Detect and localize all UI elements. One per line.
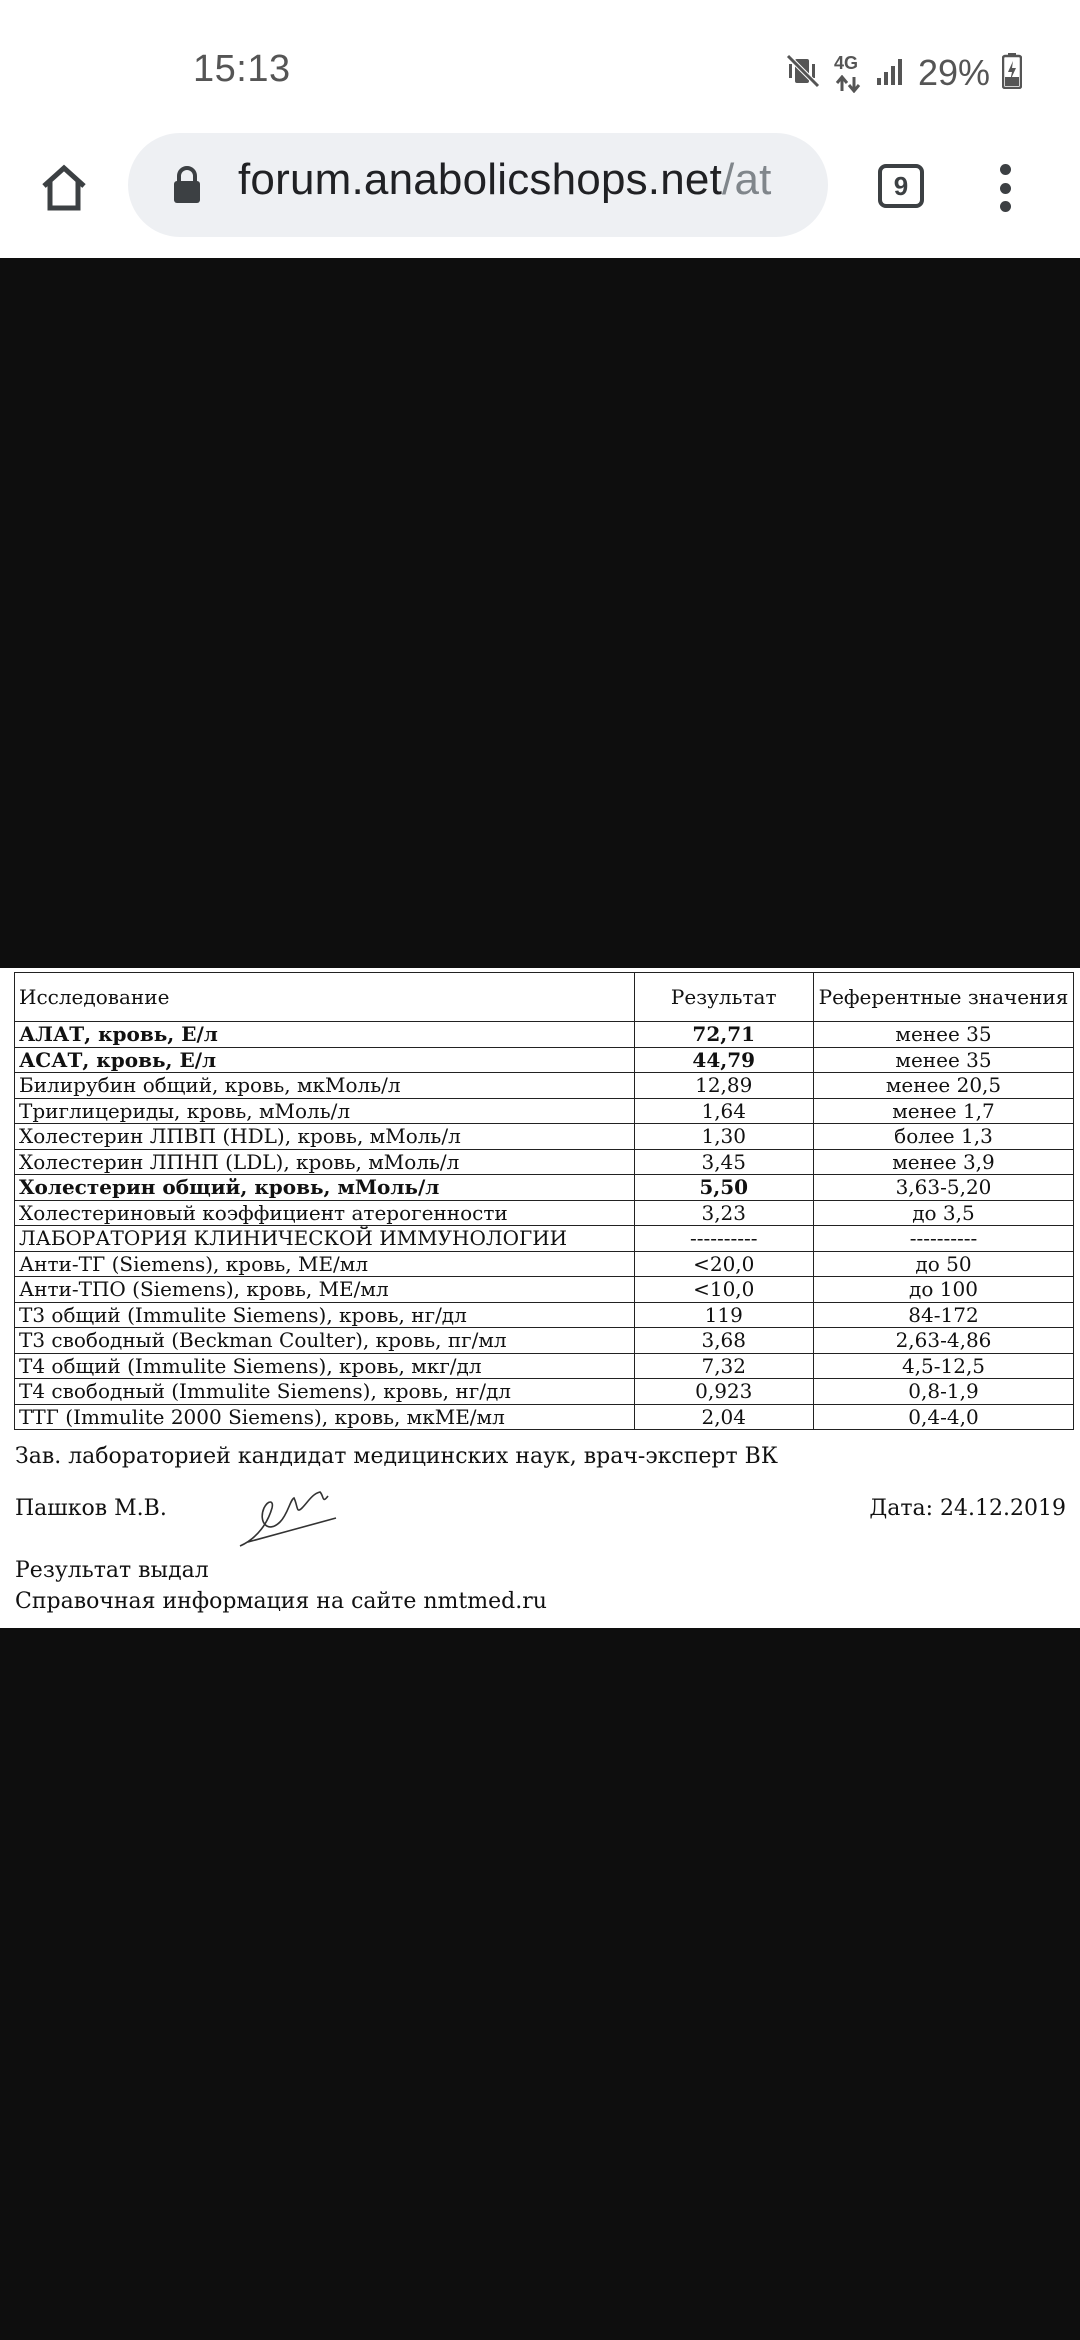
result-cell: 2,04 <box>634 1404 813 1430</box>
test-name-cell: Холестерин общий, кровь, мМоль/л <box>15 1175 635 1201</box>
reference-cell: менее 3,9 <box>813 1149 1073 1175</box>
table-row <box>15 1200 1074 1226</box>
result-cell: 0,923 <box>634 1379 813 1405</box>
header-result: Результат <box>634 973 813 1022</box>
result-cell: 3,23 <box>634 1200 813 1226</box>
header-reference: Референтные значения <box>813 973 1073 1022</box>
tab-switcher-button[interactable] <box>878 164 924 208</box>
result-cell: 1,64 <box>634 1098 813 1124</box>
battery-charging-icon <box>1002 53 1022 94</box>
home-icon <box>38 162 90 214</box>
result-cell: 1,30 <box>634 1124 813 1150</box>
browser-chrome <box>0 0 1080 258</box>
menu-dot <box>1000 201 1011 212</box>
test-name-cell: Т3 общий (Immulite Siemens), кровь, нг/дл <box>15 1302 635 1328</box>
test-name-cell: ЛАБОРАТОРИЯ КЛИНИЧЕСКОЙ ИММУНОЛОГИИ <box>15 1226 635 1252</box>
tab-count: 9 <box>893 170 909 201</box>
test-name-cell: Холестерин ЛПНП (LDL), кровь, мМоль/л <box>15 1149 635 1175</box>
table-row <box>15 1175 1074 1201</box>
mute-vibrate-icon <box>786 54 822 93</box>
info-line: Справочная информация на сайте nmtmed.ru <box>15 1589 547 1614</box>
result-cell: 3,45 <box>634 1149 813 1175</box>
lab-report-image <box>0 968 1080 1628</box>
table-row <box>15 1251 1074 1277</box>
status-icons <box>786 50 1022 96</box>
reference-cell: более 1,3 <box>813 1124 1073 1150</box>
reference-cell: менее 1,7 <box>813 1098 1073 1124</box>
table-row <box>15 1073 1074 1099</box>
result-cell: 72,71 <box>634 1022 813 1048</box>
reference-cell: до 100 <box>813 1277 1073 1303</box>
url-host: forum.anabolicshops.net <box>238 155 723 204</box>
result-cell: 5,50 <box>634 1175 813 1201</box>
result-cell: <20,0 <box>634 1251 813 1277</box>
test-name-cell: Т3 свободный (Beckman Coulter), кровь, пг/мл <box>15 1328 635 1354</box>
reference-cell: менее 35 <box>813 1047 1073 1073</box>
reference-cell: 3,63-5,20 <box>813 1175 1073 1201</box>
reference-cell: 2,63-4,86 <box>813 1328 1073 1354</box>
signature-image <box>228 1478 348 1562</box>
test-name-cell: Т4 общий (Immulite Siemens), кровь, мкг/дл <box>15 1353 635 1379</box>
test-name-cell: Триглицериды, кровь, мМоль/л <box>15 1098 635 1124</box>
test-name-cell: Холестериновый коэффициент атерогенности <box>15 1200 635 1226</box>
result-cell: ---------- <box>634 1226 813 1252</box>
reference-cell: 0,4-4,0 <box>813 1404 1073 1430</box>
table-row <box>15 1404 1074 1430</box>
status-bar <box>0 0 1080 130</box>
test-name-cell: АСАТ, кровь, Е/л <box>15 1047 635 1073</box>
reference-cell: 4,5-12,5 <box>813 1353 1073 1379</box>
reference-cell: до 3,5 <box>813 1200 1073 1226</box>
result-cell: 7,32 <box>634 1353 813 1379</box>
table-row <box>15 1098 1074 1124</box>
lab-results-table <box>14 972 1074 1430</box>
table-row <box>15 1124 1074 1150</box>
header-test: Исследование <box>15 973 635 1022</box>
result-cell: <10,0 <box>634 1277 813 1303</box>
lock-icon[interactable] <box>172 165 202 210</box>
home-button[interactable] <box>32 156 96 220</box>
issued-by-line: Результат выдал <box>15 1558 209 1583</box>
overflow-menu-button[interactable] <box>990 158 1020 218</box>
table-row <box>15 1149 1074 1175</box>
battery-percent: 29% <box>917 52 990 93</box>
table-row <box>15 1226 1074 1252</box>
signer-name: Пашков М.В. <box>15 1496 167 1521</box>
table-row <box>15 1328 1074 1354</box>
url-text[interactable] <box>238 155 808 205</box>
menu-dot <box>1000 183 1011 194</box>
result-cell: 12,89 <box>634 1073 813 1099</box>
table-row <box>15 1047 1074 1073</box>
test-name-cell: Анти-ТГ (Siemens), кровь, МЕ/мл <box>15 1251 635 1277</box>
reference-cell: 84-172 <box>813 1302 1073 1328</box>
test-name-cell: ТТГ (Immulite 2000 Siemens), кровь, мкМЕ/мл <box>15 1404 635 1430</box>
reference-cell: до 50 <box>813 1251 1073 1277</box>
table-row <box>15 1353 1074 1379</box>
address-bar[interactable] <box>128 133 828 237</box>
report-date: Дата: 24.12.2019 <box>869 1496 1066 1521</box>
reference-cell: 0,8-1,9 <box>813 1379 1073 1405</box>
signal-icon <box>876 56 906 91</box>
toolbar <box>0 130 1080 258</box>
table-row <box>15 1277 1074 1303</box>
test-name-cell: Билирубин общий, кровь, мкМоль/л <box>15 1073 635 1099</box>
status-time: 15:13 <box>193 48 291 90</box>
url-path: /at <box>722 155 772 204</box>
reference-cell: ---------- <box>813 1226 1073 1252</box>
test-name-cell: Анти-ТПО (Siemens), кровь, МЕ/мл <box>15 1277 635 1303</box>
table-row <box>15 1379 1074 1405</box>
reference-cell: менее 20,5 <box>813 1073 1073 1099</box>
menu-dot <box>1000 164 1011 175</box>
network-type-label: 4G <box>833 53 858 73</box>
table-row <box>15 1302 1074 1328</box>
test-name-cell: АЛАТ, кровь, Е/л <box>15 1022 635 1048</box>
head-of-lab-line: Зав. лабораторией кандидат медицинских наук, врач-эксперт ВК <box>15 1444 778 1469</box>
test-name-cell: Холестерин ЛПВП (HDL), кровь, мМоль/л <box>15 1124 635 1150</box>
test-name-cell: Т4 свободный (Immulite Siemens), кровь, нг/дл <box>15 1379 635 1405</box>
table-header-row <box>15 973 1074 1022</box>
result-cell: 44,79 <box>634 1047 813 1073</box>
result-cell: 119 <box>634 1302 813 1328</box>
result-cell: 3,68 <box>634 1328 813 1354</box>
data-4g-icon <box>834 53 864 93</box>
reference-cell: менее 35 <box>813 1022 1073 1048</box>
table-row <box>15 1022 1074 1048</box>
